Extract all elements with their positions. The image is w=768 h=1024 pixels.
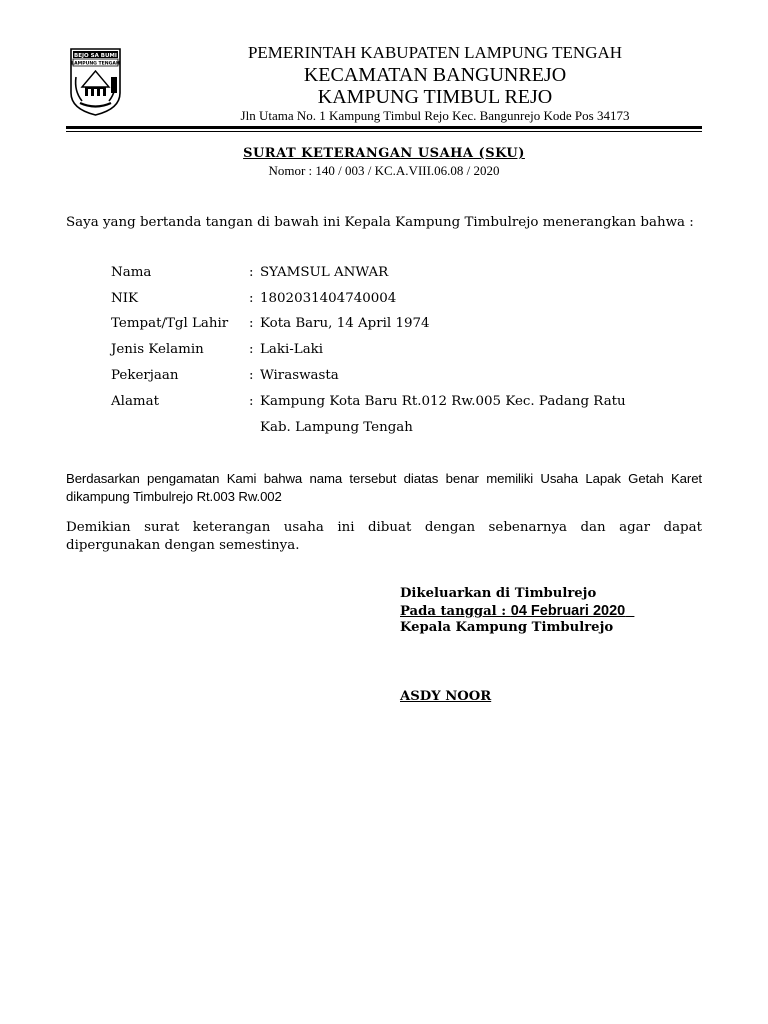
field-value: Kota Baru, 14 April 1974: [260, 316, 430, 331]
field-row-gender: [111, 342, 711, 364]
field-colon: :: [249, 342, 254, 357]
field-value: 1802031404740004: [260, 291, 397, 306]
issued-place: Dikeluarkan di Timbulrejo: [400, 586, 597, 601]
field-row-address-cont: [111, 420, 711, 442]
intro-paragraph: Saya yang bertanda tangan di bawah ini Kepala Kampung Timbulrejo menerangkan bahwa :: [66, 215, 694, 230]
field-value: Kab. Lampung Tengah: [260, 420, 413, 435]
field-row-address: [111, 394, 711, 416]
document-number: Nomor : 140 / 003 / KC.A.VIII.06.08 / 2020: [268, 163, 500, 178]
header-divider-thin: [66, 131, 702, 132]
field-value: Laki-Laki: [260, 342, 324, 357]
field-row-birth: [111, 316, 711, 338]
field-colon: :: [249, 394, 254, 409]
issued-date-value: 04 Februari 2020: [510, 603, 626, 619]
field-value: Kampung Kota Baru Rt.012 Rw.005 Kec. Padang Ratu: [260, 394, 626, 409]
field-label: Jenis Kelamin: [111, 342, 204, 357]
field-colon: :: [249, 265, 254, 280]
logo-banner-text: LAMPUNG TENGAH: [71, 61, 120, 67]
basis-paragraph: Berdasarkan pengamatan Kami bahwa nama tersebut diatas benar memiliki Usaha Lapak Getah Karet dikampung Timbulrejo Rt.003 Rw.002: [66, 471, 702, 504]
issued-date-label: Pada tanggal :: [400, 604, 511, 619]
document-title: SURAT KETERANGAN USAHA (SKU): [243, 146, 525, 161]
regency-crest-icon: [68, 47, 123, 117]
header-address-line: Jln Utama No. 1 Kampung Timbul Rejo Kec. Bangunrejo Kode Pos 34173: [240, 108, 630, 123]
issued-date: [400, 603, 634, 619]
signer-name: ASDY NOOR: [400, 689, 492, 704]
field-label: Tempat/Tgl Lahir: [111, 316, 229, 331]
header-divider-thick: [66, 126, 702, 129]
header-village-line: KAMPUNG TIMBUL REJO: [317, 86, 553, 108]
logo-top-text: BEJO SA BUMI: [74, 53, 117, 59]
field-value: SYAMSUL ANWAR: [260, 265, 389, 280]
field-label: NIK: [111, 291, 139, 306]
field-colon: :: [249, 291, 254, 306]
field-row-occupation: [111, 368, 711, 390]
field-value: Wiraswasta: [260, 368, 339, 383]
closing-paragraph: Demikian surat keterangan usaha ini dibuat dengan sebenarnya dan agar dapat dipergunakan dengan semestinya.: [66, 520, 702, 553]
signer-position: Kepala Kampung Timbulrejo: [400, 620, 614, 635]
field-colon: :: [249, 316, 254, 331]
field-label: Nama: [111, 265, 152, 280]
header-government-line: PEMERINTAH KABUPATEN LAMPUNG TENGAH: [247, 43, 623, 62]
field-row-nik: [111, 291, 711, 313]
field-row-nama: [111, 265, 711, 287]
field-label: Pekerjaan: [111, 368, 179, 383]
header-district-line: KECAMATAN BANGUNREJO: [303, 64, 567, 86]
field-label: Alamat: [111, 394, 159, 409]
field-colon: :: [249, 368, 254, 383]
